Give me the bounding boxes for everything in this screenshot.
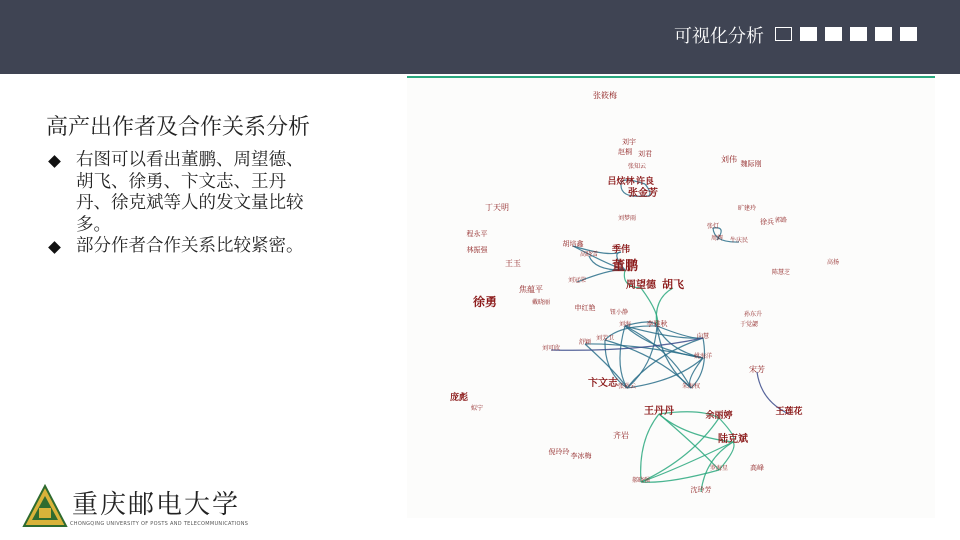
author-node: 齐岩 <box>613 431 629 440</box>
author-node: 姒宁 <box>470 405 484 412</box>
progress-square <box>825 27 842 41</box>
diamond-bullet-icon <box>48 241 61 254</box>
author-node: 申红艳 <box>574 304 596 312</box>
author-node: 陆克斌 <box>718 434 748 445</box>
progress-square <box>875 27 892 41</box>
author-node: 陈慧芝 <box>771 269 791 276</box>
university-name: 重庆邮电大学 <box>72 490 241 520</box>
author-node: 刘宇 <box>622 138 636 146</box>
author-node: 王玉 <box>505 259 521 268</box>
progress-square <box>850 27 867 41</box>
coauthor-edge <box>620 326 627 388</box>
progress-square <box>800 27 817 41</box>
author-node: 赵桐 <box>618 148 632 156</box>
bullet-text: 右图可以看出董鹏、周望德、胡飞、徐勇、卞文志、王丹丹、徐克斌等人的发文量比较多。 <box>76 150 304 235</box>
bullet-text: 部分作者合作关系比较紧密。 <box>76 236 304 256</box>
author-node: 丁天明 <box>485 203 509 212</box>
author-node: 周辉 <box>710 235 724 242</box>
author-node: 郝晓强 <box>631 477 651 484</box>
author-node: 宋芳 <box>749 365 765 374</box>
author-node: 许良 <box>635 177 655 187</box>
coauthor-edge <box>551 338 703 350</box>
coauthor-network-graph <box>407 76 935 518</box>
author-node: 李冰梅 <box>570 452 592 460</box>
bullet-list <box>46 150 306 258</box>
author-node: 胡飞 <box>662 278 684 291</box>
author-node: 张金芳 <box>628 188 658 199</box>
coauthor-edge <box>659 414 719 470</box>
bullet-item <box>46 236 306 258</box>
author-node: 郭路 <box>774 217 788 224</box>
slide-heading: 高产出作者及合作关系分析 <box>46 115 311 140</box>
author-node: 高晓雪 <box>579 251 599 258</box>
author-node: 徐勇 <box>472 295 498 309</box>
author-node: 朱海权 <box>681 383 701 390</box>
author-node: 于觉勰 <box>739 321 759 328</box>
author-node: 舒颖 <box>578 339 592 346</box>
author-node: 周望德 <box>626 280 656 291</box>
author-node: 钮小静 <box>609 309 629 316</box>
progress-square <box>900 27 917 41</box>
author-node: 吕炫林 <box>607 177 635 187</box>
author-node: 刘梦雨 <box>617 215 637 222</box>
university-subtitle: CHONGQING UNIVERSITY OF POSTS AND TELECOMMUNICATIONS <box>70 521 249 527</box>
author-node: 王丹丹 <box>644 406 674 417</box>
author-node: 张灯 <box>706 223 720 230</box>
author-node: 张知云 <box>627 163 647 170</box>
progress-square-current <box>775 27 792 41</box>
author-node: 刘可欣 <box>541 345 561 352</box>
author-node: 庞彪 <box>449 393 469 403</box>
author-node: 卞文志 <box>588 378 618 389</box>
coauthor-edge <box>641 442 733 482</box>
author-node: 焦蕴平 <box>519 285 543 294</box>
coauthor-edge <box>641 414 659 482</box>
author-node: 胡培鑫 <box>562 240 584 248</box>
author-node: 姚海洋 <box>693 353 713 360</box>
author-node: 李雅秋 <box>646 320 668 328</box>
author-node: 魏际刚 <box>740 160 762 168</box>
author-node: 刘海 <box>618 321 632 328</box>
header-title: 可视化分析 <box>674 26 764 47</box>
author-node: 向慧 <box>696 333 710 340</box>
diamond-bullet-icon <box>48 155 61 168</box>
header-bar <box>0 0 960 74</box>
author-node: 高峰 <box>750 464 764 472</box>
author-node: 董鹏 <box>611 259 639 274</box>
author-node: 张孙云 <box>617 383 637 390</box>
coauthor-edge <box>627 338 703 388</box>
network-svg <box>407 78 935 518</box>
author-node: 沈玲芳 <box>690 486 712 494</box>
author-node: 程永平 <box>466 230 488 238</box>
author-node: 孙东升 <box>743 311 763 318</box>
author-node: 刘伟 <box>721 155 737 164</box>
author-node: 刘冠荣 <box>567 277 587 284</box>
author-node: 旷建玲 <box>737 205 757 212</box>
coauthor-edge <box>585 344 703 358</box>
author-node: 林振强 <box>466 246 488 254</box>
author-node: 刘君 <box>638 150 652 158</box>
author-node: 刘芳卫 <box>595 335 615 342</box>
author-node: 戴晓丽 <box>531 299 551 306</box>
university-logo-icon <box>22 484 68 530</box>
author-node: 牛庆民 <box>729 237 749 244</box>
author-node: 高扬 <box>826 259 840 266</box>
author-node: 张筱梅 <box>593 91 617 100</box>
author-node: 徐兵 <box>760 218 774 226</box>
author-node: 王莲花 <box>775 407 803 417</box>
author-node: 季伟 <box>611 245 631 255</box>
author-node: 倪玲玲 <box>548 448 570 456</box>
author-node: 罗海星 <box>709 465 729 472</box>
author-node: 余丽婷 <box>705 411 733 421</box>
bullet-item <box>46 150 306 236</box>
